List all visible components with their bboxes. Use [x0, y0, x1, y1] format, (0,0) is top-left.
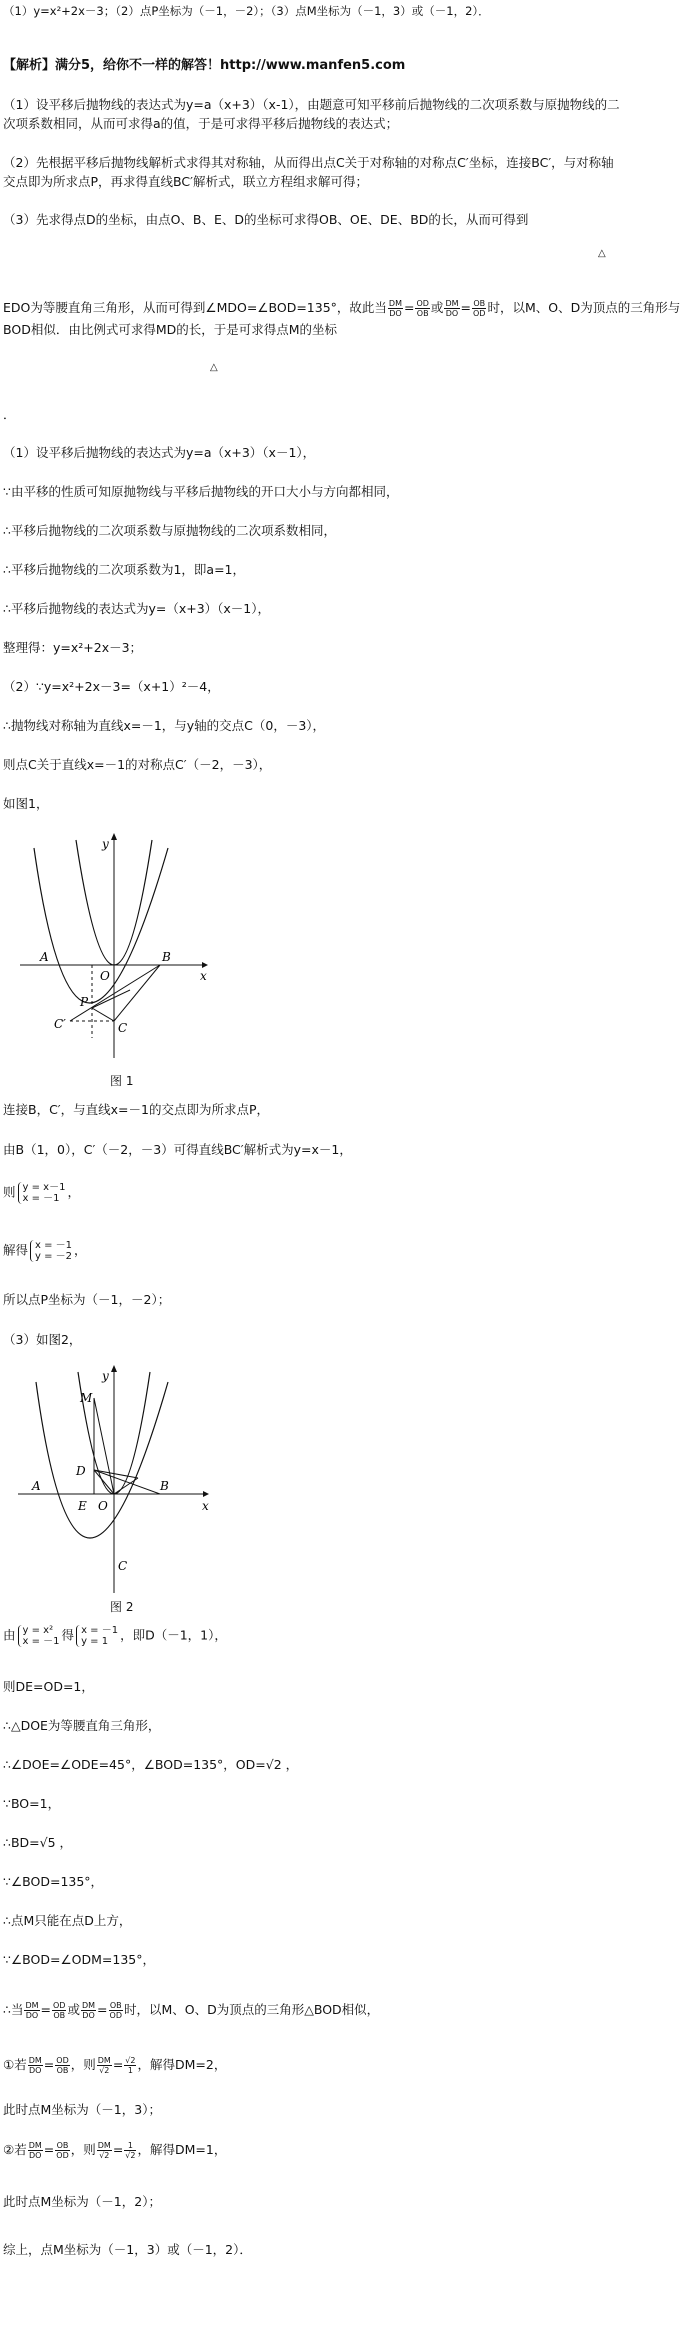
conclusion: 综上，点M坐标为（－1，3）或（－1，2）．: [3, 2242, 252, 2257]
sol2-result: 所以点P坐标为（－1，－2）；: [3, 1292, 171, 1307]
fig1-label-Cp: C′: [54, 1017, 66, 1031]
sol2-line: 则点C关于直线x=－1的对称点C′（－2，－3），: [3, 757, 272, 772]
fig2-label-y: y: [102, 1369, 109, 1383]
case-1-result: 此时点M坐标为（－1，3）；: [3, 2102, 161, 2117]
case-2-result: 此时点M坐标为（－1，2）；: [3, 2194, 161, 2209]
fig1-label-A: A: [40, 950, 49, 964]
figure-2-caption: 图 2: [110, 1600, 134, 1614]
sol2-line: 如图1，: [3, 796, 49, 811]
sol3-line: ∵∠BOD=135°，: [3, 1874, 104, 1889]
sol1-line: ∴平移后抛物线的二次项系数为1，即a=1，: [3, 562, 245, 577]
fig1-label-B: B: [162, 950, 171, 964]
sol3-line: ∴点M只能在点D上方，: [3, 1913, 132, 1928]
sol3-system: 由 y = x² x = －1 得 x = －1 y = 1 ，即D（－1，1），: [3, 1625, 227, 1647]
sol3-line: ∴BD=√5 ，: [3, 1835, 73, 1850]
case-2: ②若 $\frac{DM}{DO}$ = $\frac{OB}{OD}$ ，则 $\frac{DM}{√2}$ = $\frac{1}{√2}$ ，解得DM=1，: [3, 2141, 227, 2160]
sol3-line: ∵BO=1，: [3, 1796, 61, 1811]
fig1-label-y: y: [102, 837, 109, 851]
analysis-title: 【解析】满分5，给你不一样的解答！http://www.manfen5.com: [3, 58, 406, 73]
fig2-label-x: x: [202, 1499, 209, 1513]
fig1-label-C: C: [118, 1021, 128, 1035]
fig2-label-C: C: [118, 1559, 128, 1573]
sol3-line: ∵∠BOD=∠ODM=135°，: [3, 1952, 155, 1967]
fig2-label-E: E: [78, 1499, 87, 1513]
figure-2: [18, 1358, 228, 1598]
sol1-line: ∴平移后抛物线的二次项系数与原抛物线的二次项系数相同，: [3, 523, 336, 538]
analysis-part-3-cont: EDO为等腰直角三角形，从而可得到∠MDO=∠BOD=135°，故此当 $\frac{DM}{DO}$ = $\frac{OD}{OB}$ 或 $\frac{DM}{DO}$ = $\frac{OB}{OD}$ 时，以M、O、D为顶点的三角形与: [3, 299, 680, 318]
sol1-line: （1）设平移后抛物线的表达式为y=a（x+3）（x－1），: [3, 445, 316, 460]
fig2-label-B: B: [160, 1479, 169, 1493]
fig2-label-M: M: [80, 1391, 93, 1405]
fig1-label-x: x: [200, 969, 207, 983]
figure-1-caption: 图 1: [110, 1074, 134, 1088]
sol3-line: ∴△DOE为等腰直角三角形，: [3, 1718, 161, 1733]
sol2-line: 连接B，C′，与直线x=－1的交点即为所求点P，: [3, 1102, 270, 1117]
sol1-line: ∵由平移的性质可知原抛物线与平移后抛物线的开口大小与方向都相同，: [3, 484, 399, 499]
fig2-label-O: O: [98, 1499, 108, 1513]
sol1-line: ∴平移后抛物线的表达式为y=（x+3）（x－1），: [3, 601, 270, 616]
sol1-line: 整理得：y=x²+2x－3；: [3, 640, 143, 655]
sol2-line: 由B（1，0），C′（－2，－3）可得直线BC′解析式为y=x－1，: [3, 1142, 352, 1157]
sol2-system: 则 y = x－1 x = －1 ，: [3, 1182, 80, 1204]
fig1-label-P: P: [80, 995, 89, 1009]
sol3-when: ∴当 $\frac{DM}{DO}$ = $\frac{OD}{OB}$ 或 $\frac{DM}{DO}$ = $\frac{OB}{OD}$ 时，以M、O、D为顶点的三角形△BOD相似，: [3, 2001, 380, 2020]
fig1-label-O: O: [100, 969, 110, 983]
figure-1: [20, 828, 220, 1068]
sol3-line: （3）如图2，: [3, 1332, 82, 1347]
triangle-symbol: △: [210, 362, 218, 373]
fig2-label-A: A: [32, 1479, 41, 1493]
sol3-line: 则DE=OD=1，: [3, 1679, 94, 1694]
analysis-part-1: （1）设平移后抛物线的表达式为y=a（x+3）（x-1），由题意可知平移前后抛物线的二次项系数与原抛物线的二次项系数相同，从而可求得a的值，于是可求得平移后抛物线的表达式；: [3, 97, 620, 131]
sol3-line: ∴∠DOE=∠ODE=45°，∠BOD=135°，OD=√2 ，: [3, 1757, 299, 1772]
separator-dot: ．: [3, 407, 16, 422]
answer-line: （1）y=x²+2x－3；（2）点P坐标为（－1，－2）；（3）点M坐标为（－1，3）或（－1，2）．: [3, 4, 490, 18]
case-1: ①若 $\frac{DM}{DO}$ = $\frac{OD}{OB}$ ，则 $\frac{DM}{√2}$ = $\frac{√2}{1}$ ，解得DM=2，: [3, 2056, 227, 2075]
analysis-part-3: （3）先求得点D的坐标，由点O、B、E、D的坐标可求得OB、OE、DE、BD的长，从而可得到: [3, 212, 529, 227]
fig2-label-D: D: [76, 1464, 86, 1478]
triangle-symbol: △: [598, 248, 606, 259]
analysis-part-3-cont2: BOD相似．由比例式可求得MD的长，于是可求得点M的坐标: [3, 322, 338, 337]
sol2-line: （2）∵y=x²+2x－3=（x+1）²－4，: [3, 679, 220, 694]
analysis-part-2: （2）先根据平移后抛物线解析式求得其对称轴，从而得出点C关于对称轴的对称点C′坐标，连接BC′，与对称轴交点即为所求点P，再求得直线BC′解析式，联立方程组求解可得；: [3, 155, 614, 189]
sol2-line: ∴抛物线对称轴为直线x=－1，与y轴的交点C（0，－3），: [3, 718, 326, 733]
sol2-system-solution: 解得 x = －1 y = －2 ，: [3, 1240, 87, 1262]
